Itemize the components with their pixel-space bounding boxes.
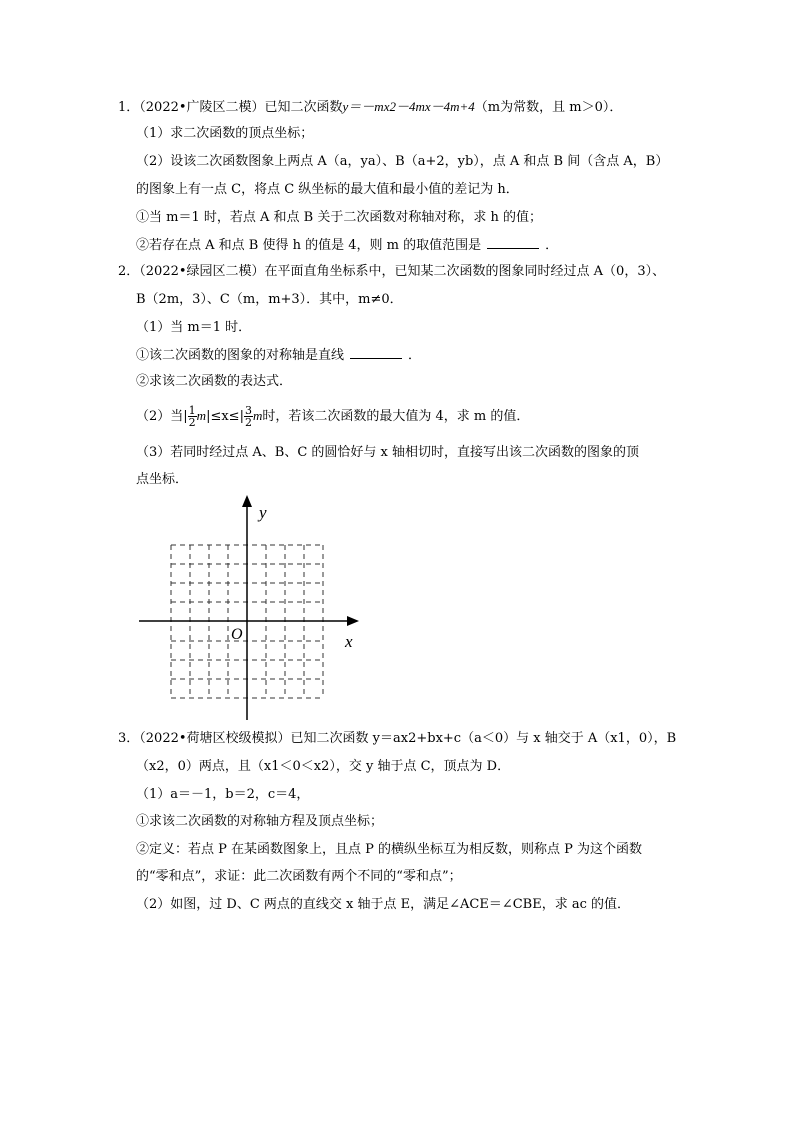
origin-label: O [231, 626, 243, 643]
x-axis-arrow-icon [347, 616, 359, 626]
q2-part-3b: 点坐标． [136, 472, 189, 487]
fraction-three-halves: $\frac{3}{2}$ [244, 404, 252, 429]
q3-part-2: （2）如图，过 D、C 两点的直线交 x 轴于点 E，满足∠ACE＝∠CBE，求 ac 的值． [136, 897, 631, 912]
q1-part-1: （1）求二次函数的顶点坐标； [136, 126, 314, 141]
q3-sub-1: ①求该二次函数的对称轴方程及顶点坐标； [136, 814, 384, 829]
q2-sub-1-text: ①该二次函数的图象的对称轴是直线 [136, 348, 345, 363]
q2-part-3a: （3）若同时经过点 A、B、C 的圆恰好与 x 轴相切时，直接写出该二次函数的图象的顶 [136, 445, 640, 460]
grid-svg [135, 495, 365, 723]
answer-blank[interactable] [487, 236, 539, 249]
q2-sub-1-end: ． [408, 348, 422, 363]
q2-line-2: B（2m，3）、C（m，m+3）．其中，m≠0． [136, 292, 403, 307]
coordinate-grid-figure [135, 495, 365, 723]
x-axis-label: x [345, 632, 353, 651]
q1-tail: （m为常数，且 m＞0）． [474, 100, 623, 115]
q2-part-2-pre: （2）当 [136, 409, 184, 424]
q3-line-2: （x2，0）两点，且（x1＜0＜x2），交 y 轴于点 C，顶点为 D． [136, 759, 511, 774]
q2-part-2: （2）当| $\frac{1}{2}$ m|≤x≤| $\frac{3}{2}$ m时，若该二次函数的最大值为 4，求 m 的值． [136, 404, 530, 429]
q1-part-2a: （2）设该二次函数图象上两点 A（a，ya）、B（a+2，yb），点 A 和点 B 间（含点 A，B） [136, 154, 669, 169]
q2-sub-2: ②求该二次函数的表达式． [136, 374, 293, 389]
q1-sub-1: ①当 m＝1 时，若点 A 和点 B 关于二次函数对称轴对称，求 h 的值； [136, 210, 542, 225]
q3-sub-2b: 的“零和点”，求证：此二次函数有两个不同的“零和点”； [136, 869, 462, 884]
answer-blank[interactable] [350, 346, 402, 359]
q1-part-2b: 的图象上有一点 C，将点 C 纵坐标的最大值和最小值的差记为 h． [136, 182, 519, 197]
y-axis-label: y [259, 503, 267, 522]
q2-part-2-mid: ≤x≤ [210, 409, 240, 424]
q3-line-1: 3．（2022•荷塘区校级模拟）已知二次函数 y＝ax2+bx+c（a＜0）与 x 轴交于 A（x1，0），B [118, 731, 677, 746]
q3-part-1: （1）a＝－1，b＝2，c＝4， [136, 787, 310, 802]
q1-sub-2 [136, 236, 558, 255]
q1-expression: y＝－mx2－4mx－4m+4 [342, 99, 475, 114]
q2-part-2-post: 时，若该二次函数的最大值为 4，求 m 的值． [262, 409, 530, 424]
fraction-one-half: $\frac{1}{2}$ [188, 404, 196, 429]
q1-sub-2-text: ②若存在点 A 和点 B 使得 h 的值是 4，则 m 的取值范围是 [136, 238, 482, 253]
y-axis-arrow-icon [242, 495, 252, 507]
q2-line-1: 2．（2022•绿园区二模）在平面直角坐标系中，已知某二次函数的图象同时经过点 A（0，3）、 [118, 264, 666, 279]
q1-sub-2-end: ． [545, 238, 559, 253]
q1-head: 1．（2022•广陵区二模）已知二次函数 [118, 100, 343, 115]
q2-sub-1 [136, 346, 421, 365]
q3-sub-2a: ②定义：若点 P 在某函数图象上，且点 P 的横纵坐标互为相反数，则称点 P 为这个函数 [136, 842, 643, 857]
q1-line-1 [118, 98, 622, 117]
q2-part-1: （1）当 m＝1 时． [136, 320, 252, 335]
